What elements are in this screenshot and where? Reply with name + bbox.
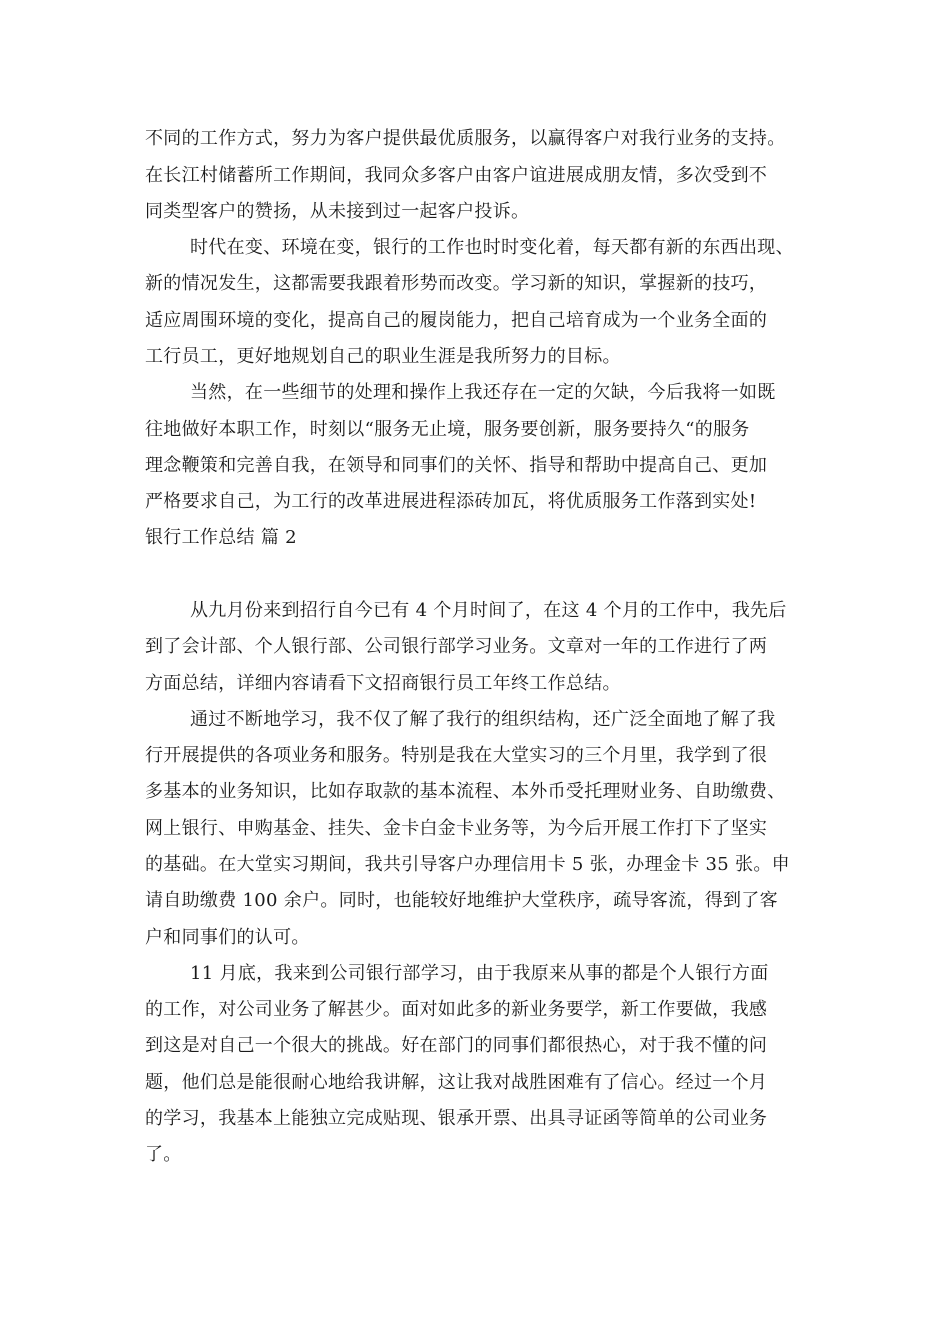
text-line: 适应周围环境的变化，提高自己的履岗能力，把自己培育成为一个业务全面的 — [145, 310, 768, 331]
text-line: 的工作，对公司业务了解甚少。面对如此多的新业务要学，新工作要做，我感 — [145, 999, 768, 1020]
text-line: 的基础。在大堂实习期间，我共引导客户办理信用卡 5 张，办理金卡 35 张。申 — [145, 854, 790, 875]
text-line: 不同的工作方式，努力为客户提供最优质服务，以赢得客户对我行业务的支持。 — [145, 128, 786, 149]
text-line: 同类型客户的赞扬，从未接到过一起客户投诉。 — [145, 201, 530, 222]
paragraph-start-line: 11 月底，我来到公司银行部学习，由于我原来从事的都是个人银行方面 — [190, 963, 769, 984]
text-line: 题，他们总是能很耐心地给我讲解，这让我对战胜困难有了信心。经过一个月 — [145, 1072, 768, 1093]
paragraph-start-line: 从九月份来到招行自今已有 4 个月时间了，在这 4 个月的工作中，我先后 — [190, 600, 787, 621]
text-line: 方面总结，详细内容请看下文招商银行员工年终工作总结。 — [145, 673, 621, 694]
text-line: 网上银行、申购基金、挂失、金卡白金卡业务等，为今后开展工作打下了坚实 — [145, 818, 768, 839]
text-line: 到这是对自己一个很大的挑战。好在部门的同事们都很热心，对于我不懂的问 — [145, 1035, 768, 1056]
paragraph-start-line: 时代在变、环境在变，银行的工作也时时变化着，每天都有新的东西出现、 — [190, 237, 794, 258]
text-line: 行开展提供的各项业务和服务。特别是我在大堂实习的三个月里，我学到了很 — [145, 745, 768, 766]
text-line: 往地做好本职工作，时刻以“服务无止境，服务要创新，服务要持久“的服务 — [145, 419, 750, 440]
text-line: 新的情况发生，这都需要我跟着形势而改变。学习新的知识，掌握新的技巧， — [145, 273, 768, 294]
text-line: 到了会计部、个人银行部、公司银行部学习业务。文章对一年的工作进行了两 — [145, 636, 768, 657]
text-line: 了。 — [145, 1144, 182, 1165]
text-line: 严格要求自己，为工行的改革进展进程添砖加瓦，将优质服务工作落到实处! — [145, 491, 757, 512]
text-line: 多基本的业务知识，比如存取款的基本流程、本外币受托理财业务、自助缴费、 — [145, 781, 786, 802]
section-heading: 银行工作总结 篇 2 — [145, 527, 297, 548]
paragraph-start-line: 当然，在一些细节的处理和操作上我还存在一定的欠缺，今后我将一如既 — [190, 382, 776, 403]
text-line: 工行员工，更好地规划自己的职业生涯是我所努力的目标。 — [145, 346, 621, 367]
paragraph-start-line: 通过不断地学习，我不仅了解了我行的组织结构，还广泛全面地了解了我 — [190, 709, 776, 730]
text-line: 理念鞭策和完善自我，在领导和同事们的关怀、指导和帮助中提高自己、更加 — [145, 455, 768, 476]
text-line: 的学习，我基本上能独立完成贴现、银承开票、出具寻证函等简单的公司业务 — [145, 1108, 768, 1129]
text-line: 在长江村储蓄所工作期间，我同众多客户由客户谊进展成朋友情，多次受到不 — [145, 165, 768, 186]
text-line: 请自助缴费 100 余户。同时，也能较好地维护大堂秩序，疏导客流，得到了客 — [145, 890, 778, 911]
text-line: 户和同事们的认可。 — [145, 927, 310, 948]
